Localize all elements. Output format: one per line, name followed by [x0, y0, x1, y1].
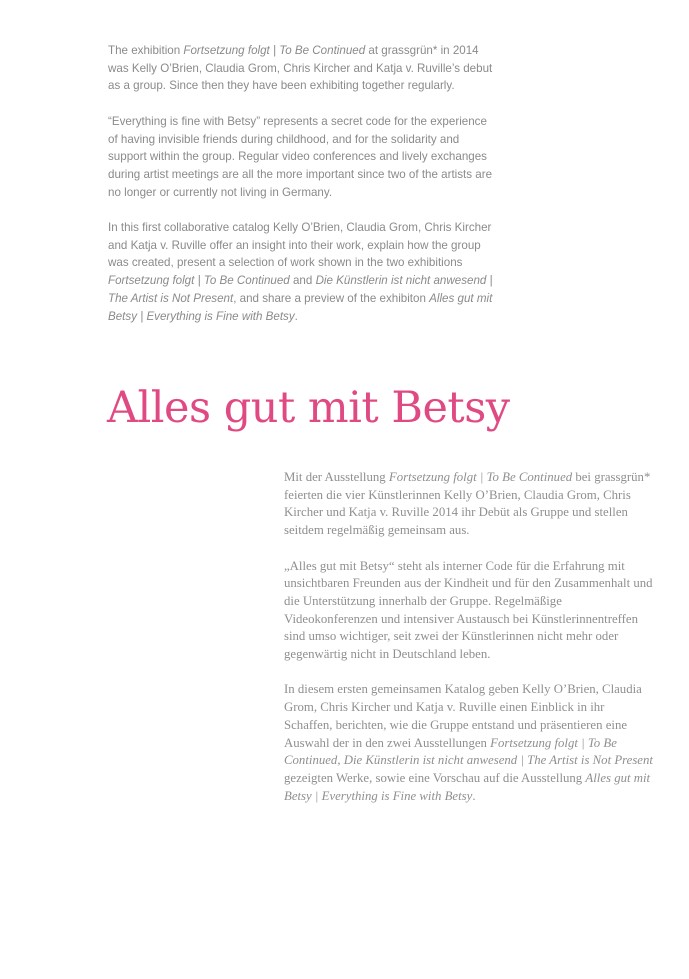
german-paragraph-1: Mit der Ausstellung Fortsetzung folgt | To Be Continued bei grassgrün* feierten die vier Künstlerinnen Kelly O’Brien, Claudia Grom, Chris Kircher und Katja v. Ruville 2014 ihr Debüt als Gruppe und stellen seitdem regelmäßig gemeinsam aus.	[284, 470, 651, 538]
german-paragraph-3: In diesem ersten gemeinsamen Katalog geben Kelly O’Brien, Claudia Grom, Chris Kircher und Katja v. Ruville einen Einblick in ihr Schaffen, berichten, wie die Gruppe entstand und präsentieren eine Auswahl der in den zwei Ausstellungen Fortsetzung folgt | To Be Continued, Die Künstlerin ist nicht anwesend | The Artist is Not Present gezeigten Werke, sowie eine Vorschau auf die Ausstellung Alles gut mit Betsy | Everything is Fine with Betsy.	[284, 682, 653, 803]
german-paragraph-2: „Alles gut mit Betsy“ steht als interner Code für die Erfahrung mit unsichtbaren Freunden aus der Kindheit und für den Zusammenhalt und die Unterstützung innerhalb der Gruppe. Regelmäßige Videokonferenzen und intensiver Austausch bei Künstlerinnentreffen sind umso wichtiger, seit zwei der Künstlerinnen nicht mehr oder gegenwärtig nicht in Deutschland leben.	[284, 558, 653, 662]
english-paragraph-3: In this first collaborative catalog Kelly O’Brien, Claudia Grom, Chris Kircher and Katja v. Ruville offer an insight into their work, explain how the group was created, present a selection of work shown in the two exhibitions Fortsetzung folgt | To Be Continued and Die Künstlerin ist nicht anwesend | The Artist is Not Present, and share a preview of the exhibiton Alles gut mit Betsy | Everything is Fine with Betsy.	[108, 221, 493, 323]
page-title: Alles gut mit Betsy	[107, 383, 510, 433]
english-paragraph-1: The exhibition Fortsetzung folgt | To Be Continued at grassgrün* in 2014 was Kelly O’Brien, Claudia Grom, Chris Kircher and Katja v. Ruville’s debut as a group. Since then they have been exhibiting together regularly.	[108, 44, 493, 93]
german-text-column	[284, 469, 654, 823]
english-paragraph-2: “Everything is fine with Betsy” represents a secret code for the experience of having invisible friends during childhood, and for the solidarity and support within the group. Regular video conferences and lively exchanges during artist meetings are all the more important since two of the artists are no longer or currently not living in Germany.	[108, 114, 493, 199]
english-text-column	[108, 42, 498, 343]
